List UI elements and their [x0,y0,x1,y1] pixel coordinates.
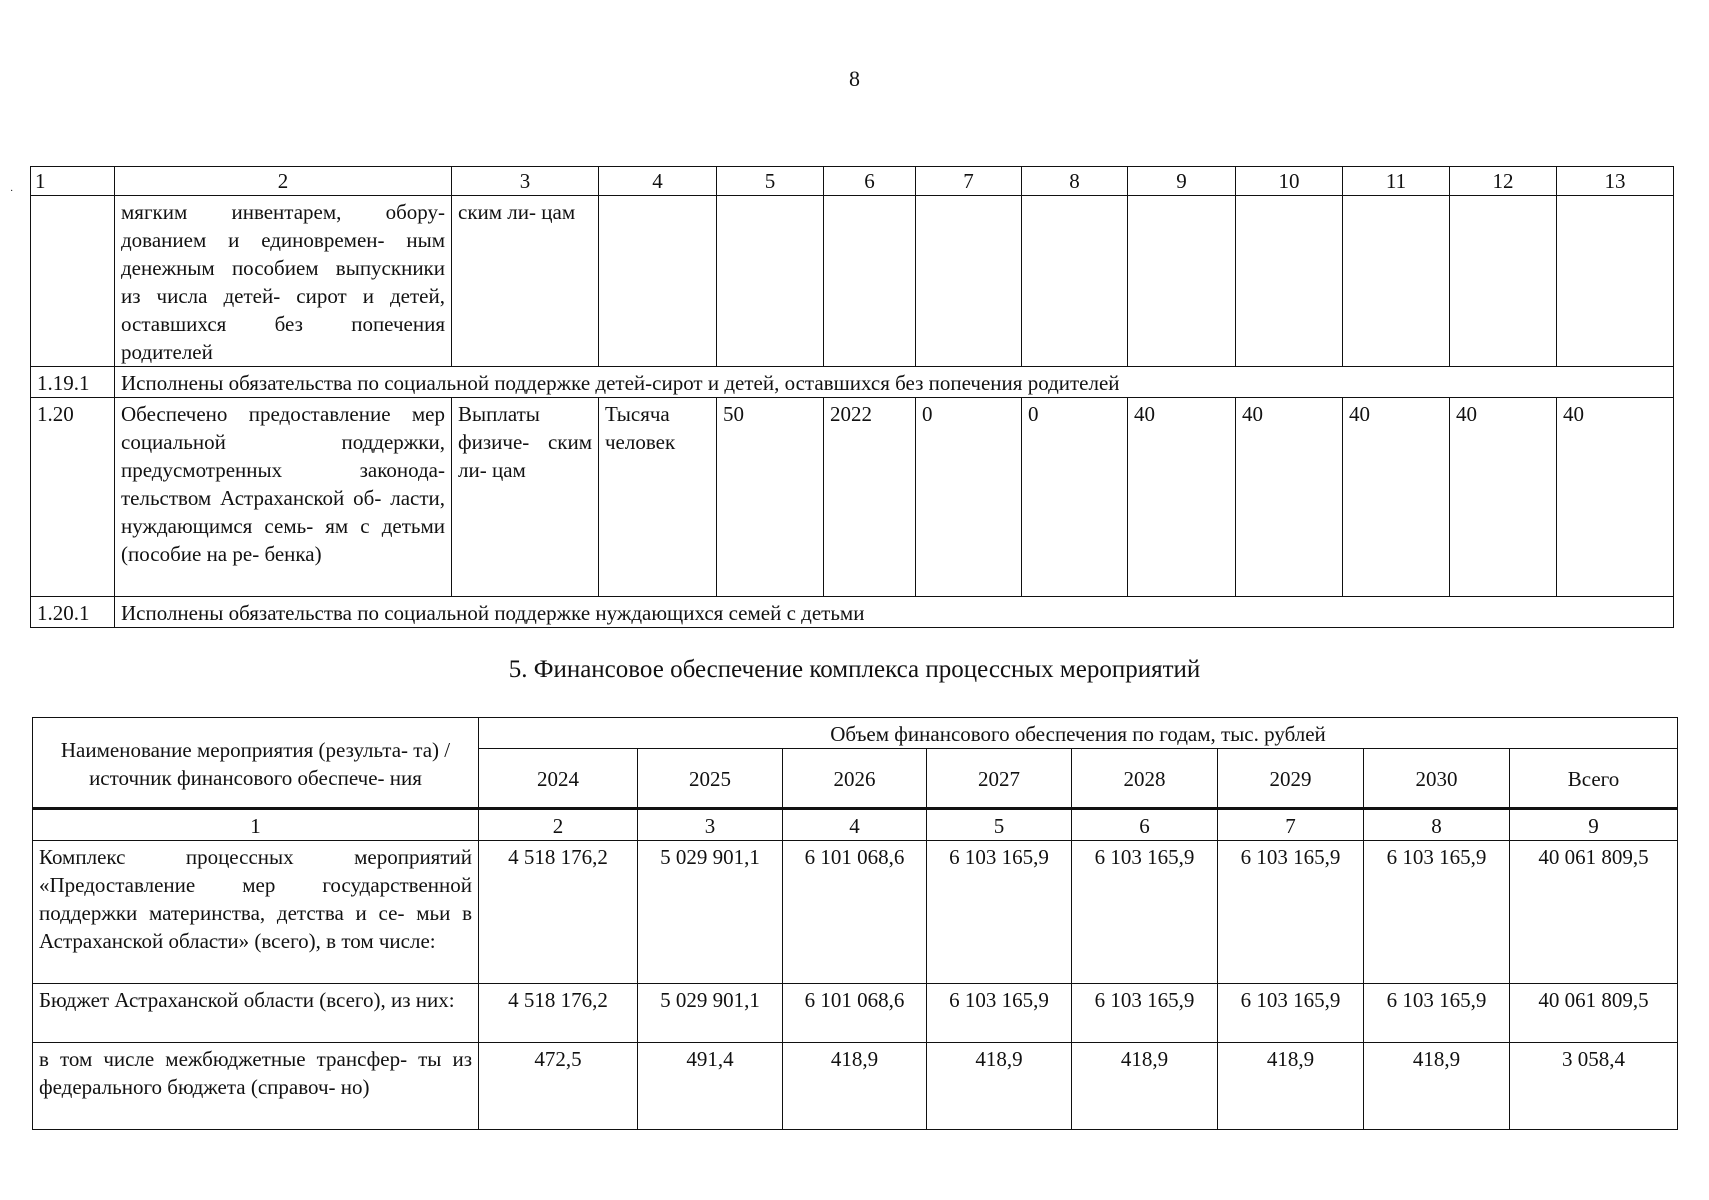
table-row [31,398,1674,597]
year-header: 2026 [783,749,927,809]
result-name: Обеспечено предоставление мер социальной поддержки, предусмотренных законода- тельством Астраханской об- ласти, нуждающимся семь- ям с детьми (пособие на ре- бенка) [115,398,452,597]
amount-cell: 418,9 [1364,1043,1510,1130]
row-name: Бюджет Астраханской области (всего), из них: [33,984,479,1043]
table-row [33,1043,1678,1130]
year-header: 2024 [479,749,638,809]
column-number: 9 [1128,167,1236,196]
amount-cell: 418,9 [783,1043,927,1130]
year-header: 2025 [638,749,783,809]
table-row [31,367,1674,398]
cell-value: 40 [1557,398,1674,597]
result-name: мягким инвентарем, обору- дованием и единовремен- ным денежным пособием выпускники из числа детей- сирот и детей, оставшихся без попечения родителей [115,196,452,367]
cell-value: 40 [1128,398,1236,597]
cell-value: 40 [1450,398,1557,597]
result-type: ским ли- цам [452,196,599,367]
row-number: 1.20.1 [31,597,115,628]
cell-value: 50 [717,398,824,597]
amount-cell: 6 103 165,9 [1218,984,1364,1043]
amount-cell: 6 103 165,9 [927,984,1072,1043]
total-cell: 40 061 809,5 [1510,841,1678,984]
cell-value: 0 [1022,398,1128,597]
amount-cell: 6 103 165,9 [1364,841,1510,984]
indicators-table [30,166,1674,628]
column-number-row [33,809,1678,841]
total-header: Всего [1510,749,1678,809]
column-number: 3 [452,167,599,196]
row-name: в том числе межбюджетные трансфер- ты из федерального бюджета (справоч- но) [33,1043,479,1130]
table-row [33,984,1678,1043]
obligation-text: Исполнены обязательства по социальной поддержке нуждающихся семей с детьми [115,597,1674,628]
amount-cell: 472,5 [479,1043,638,1130]
row-number: 1.20 [31,398,115,597]
year-header: 2029 [1218,749,1364,809]
column-number: 1 [33,809,479,841]
name-column-header: Наименование мероприятия (результа- та) / источник финансового обеспече- ния [33,718,479,809]
column-number: 13 [1557,167,1674,196]
funding-group-header: Объем финансового обеспечения по годам, тыс. рублей [479,718,1678,749]
cell-value: 0 [916,398,1022,597]
column-number-row [31,167,1674,196]
year-header: 2028 [1072,749,1218,809]
unit: Тысяча человек [599,398,717,597]
amount-cell: 6 103 165,9 [1072,984,1218,1043]
financing-table [32,717,1678,1130]
column-number: 7 [1218,809,1364,841]
amount-cell: 418,9 [927,1043,1072,1130]
amount-cell: 5 029 901,1 [638,841,783,984]
column-number: 8 [1364,809,1510,841]
cell-value: 40 [1236,398,1343,597]
row-number: 1.19.1 [31,367,115,398]
header-row [33,718,1678,749]
column-number: 8 [1022,167,1128,196]
column-number: 6 [824,167,916,196]
column-number: 12 [1450,167,1557,196]
page-number: 8 [849,66,860,91]
amount-cell: 6 103 165,9 [1072,841,1218,984]
amount-cell: 6 101 068,6 [783,984,927,1043]
column-number: 4 [783,809,927,841]
row-number [31,196,115,367]
column-number: 7 [916,167,1022,196]
column-number: 2 [479,809,638,841]
cell-value: 40 [1343,398,1450,597]
section-heading: 5. Финансовое обеспечение комплекса процессных мероприятий [508,656,1201,683]
column-number: 1 [31,167,115,196]
row-name: Комплекс процессных мероприятий «Предоставление мер государственной поддержки материнства, детства и се- мьи в Астраханской области» (всего), в том числе: [33,841,479,984]
scan-artifact-dot: · [10,186,14,197]
column-number: 5 [927,809,1072,841]
column-number: 6 [1072,809,1218,841]
column-number: 3 [638,809,783,841]
obligation-text: Исполнены обязательства по социальной поддержке детей-сирот и детей, оставшихся без попечения родителей [115,367,1674,398]
table-row [31,196,1674,367]
amount-cell: 6 103 165,9 [1218,841,1364,984]
column-number: 9 [1510,809,1678,841]
amount-cell: 418,9 [1218,1043,1364,1130]
column-number: 10 [1236,167,1343,196]
amount-cell: 4 518 176,2 [479,984,638,1043]
amount-cell: 6 103 165,9 [927,841,1072,984]
amount-cell: 6 103 165,9 [1364,984,1510,1043]
column-number: 11 [1343,167,1450,196]
cell-value: 2022 [824,398,916,597]
column-number: 2 [115,167,452,196]
amount-cell: 491,4 [638,1043,783,1130]
table-row [33,841,1678,984]
total-cell: 3 058,4 [1510,1043,1678,1130]
column-number: 4 [599,167,717,196]
amount-cell: 5 029 901,1 [638,984,783,1043]
column-number: 5 [717,167,824,196]
amount-cell: 4 518 176,2 [479,841,638,984]
year-header: 2027 [927,749,1072,809]
year-header: 2030 [1364,749,1510,809]
amount-cell: 418,9 [1072,1043,1218,1130]
amount-cell: 6 101 068,6 [783,841,927,984]
total-cell: 40 061 809,5 [1510,984,1678,1043]
result-type: Выплаты физиче- ским ли- цам [452,398,599,597]
table-row [31,597,1674,628]
